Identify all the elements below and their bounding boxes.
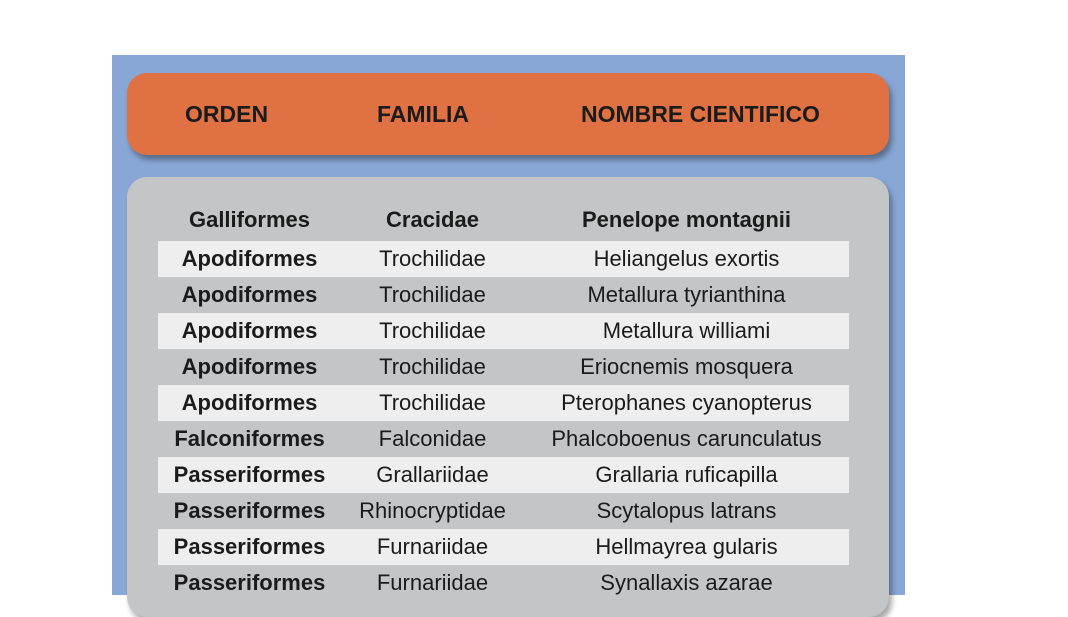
table-row bbox=[158, 457, 849, 493]
table-row bbox=[158, 277, 849, 313]
cell-nombre-cientifico: Synallaxis azarae bbox=[600, 570, 773, 595]
cell-nombre-cientifico: Metallura williami bbox=[602, 318, 771, 343]
table-header bbox=[127, 73, 889, 155]
cell-orden: Apodiformes bbox=[181, 318, 318, 343]
cell-familia: Falconidae bbox=[378, 426, 487, 451]
cell-orden: Passeriformes bbox=[173, 498, 326, 523]
cell-familia: Grallariidae bbox=[376, 462, 489, 487]
cell-nombre-cientifico: Pterophanes cyanopterus bbox=[561, 390, 812, 415]
cell-orden: Passeriformes bbox=[173, 534, 326, 559]
table-row bbox=[158, 202, 849, 238]
cell-orden: Apodiformes bbox=[181, 246, 318, 271]
cell-familia: Trochilidae bbox=[379, 390, 486, 415]
header-nombre-cientifico: NOMBRE CIENTIFICO bbox=[581, 101, 820, 127]
table-row bbox=[158, 385, 849, 421]
cell-nombre-cientifico: Grallaria ruficapilla bbox=[595, 462, 778, 487]
cell-familia: Furnariidae bbox=[376, 534, 489, 559]
table-row bbox=[158, 313, 849, 349]
header-orden: ORDEN bbox=[185, 101, 269, 127]
cell-nombre-cientifico: Phalcoboenus carunculatus bbox=[551, 426, 822, 451]
cell-nombre-cientifico: Metallura tyrianthina bbox=[587, 282, 786, 307]
header-familia: FAMILIA bbox=[377, 101, 469, 127]
cell-familia: Trochilidae bbox=[379, 318, 486, 343]
cell-familia: Trochilidae bbox=[379, 282, 486, 307]
cell-nombre-cientifico: Heliangelus exortis bbox=[593, 246, 780, 271]
cell-nombre-cientifico: Scytalopus latrans bbox=[596, 498, 777, 523]
cell-orden: Apodiformes bbox=[181, 390, 318, 415]
table-row bbox=[158, 421, 849, 457]
cell-familia: Cracidae bbox=[386, 207, 479, 232]
cell-orden: Passeriformes bbox=[173, 462, 326, 487]
cell-familia: Trochilidae bbox=[379, 354, 486, 379]
cell-orden: Passeriformes bbox=[173, 570, 326, 595]
cell-nombre-cientifico: Hellmayrea gularis bbox=[595, 534, 778, 559]
cell-orden: Falconiformes bbox=[174, 426, 325, 451]
cell-orden: Apodiformes bbox=[181, 354, 318, 379]
cell-orden: Apodiformes bbox=[181, 282, 318, 307]
cell-familia: Furnariidae bbox=[376, 570, 489, 595]
cell-orden: Galliformes bbox=[188, 207, 311, 232]
table-row bbox=[158, 349, 849, 385]
table-row bbox=[158, 241, 849, 277]
table-row bbox=[158, 493, 849, 529]
cell-familia: Trochilidae bbox=[379, 246, 486, 271]
table-row bbox=[158, 565, 849, 601]
table-row bbox=[158, 529, 849, 565]
cell-familia: Rhinocryptidae bbox=[359, 498, 506, 523]
cell-nombre-cientifico: Penelope montagnii bbox=[581, 207, 792, 232]
cell-nombre-cientifico: Eriocnemis mosquera bbox=[580, 354, 793, 379]
